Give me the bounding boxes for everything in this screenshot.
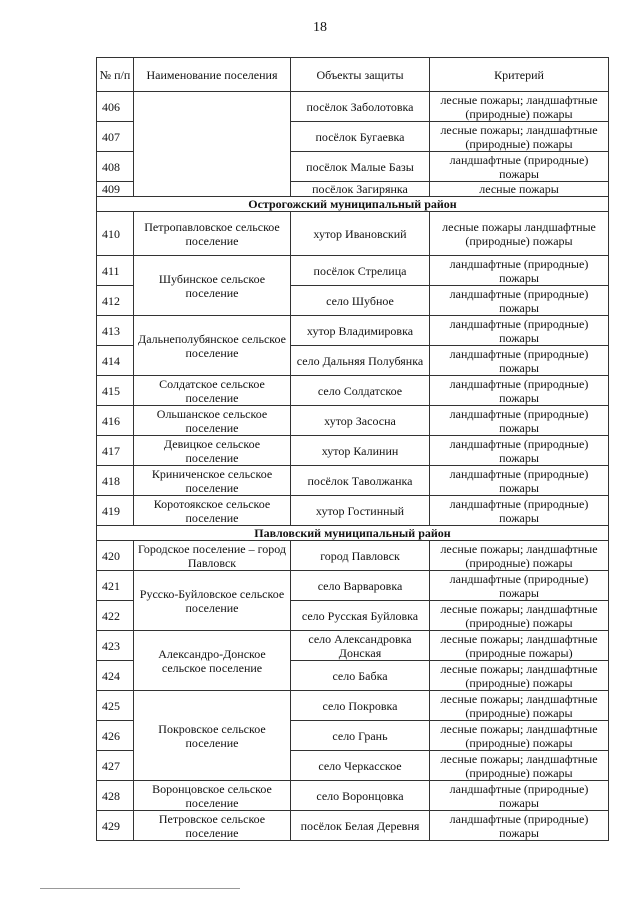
settlement-cell: Коротоякское сельское поселение [134, 496, 291, 526]
row-number: 409 [97, 182, 134, 197]
table-row [97, 376, 609, 406]
object-cell: село Варваровка [291, 571, 430, 601]
settlement-cell: Воронцовское сельское поселение [134, 781, 291, 811]
criterion-cell: ландшафтные (природные) пожары [430, 316, 609, 346]
object-cell: хутор Владимировка [291, 316, 430, 346]
object-cell: посёлок Стрелица [291, 256, 430, 286]
criterion-cell: лесные пожары; ландшафтные (природные) пожары [430, 691, 609, 721]
settlement-cell: Петропавловское сельское поселение [134, 212, 291, 256]
criterion-cell: лесные пожары ландшафтные (природные) пожары [430, 212, 609, 256]
object-cell: посёлок Заболотовка [291, 92, 430, 122]
object-cell: село Черкасское [291, 751, 430, 781]
object-cell: посёлок Бугаевка [291, 122, 430, 152]
object-cell: посёлок Белая Деревня [291, 811, 430, 841]
table-row [97, 571, 609, 601]
table-row [97, 781, 609, 811]
row-number: 413 [97, 316, 134, 346]
row-number: 414 [97, 346, 134, 376]
settlement-cell: Шубинское сельское поселение [134, 256, 291, 316]
criterion-cell: лесные пожары; ландшафтные (природные пожары) [430, 631, 609, 661]
header-objects: Объекты защиты [291, 58, 430, 92]
protection-objects-table [96, 57, 609, 841]
row-number: 419 [97, 496, 134, 526]
object-cell: село Покровка [291, 691, 430, 721]
table-row [97, 92, 609, 122]
settlement-cell: Петровское сельское поселение [134, 811, 291, 841]
criterion-cell: лесные пожары; ландшафтные (природные) пожары [430, 92, 609, 122]
district-heading: Острогожский муниципальный район [97, 197, 609, 212]
criterion-cell: лесные пожары; ландшафтные (природные) пожары [430, 601, 609, 631]
row-number: 420 [97, 541, 134, 571]
object-cell: хутор Калинин [291, 436, 430, 466]
criterion-cell: ландшафтные (природные) пожары [430, 496, 609, 526]
table-row [97, 406, 609, 436]
row-number: 422 [97, 601, 134, 631]
object-cell: хутор Гостинный [291, 496, 430, 526]
settlement-cell: Солдатское сельское поселение [134, 376, 291, 406]
criterion-cell: ландшафтные (природные) пожары [430, 406, 609, 436]
criterion-cell: ландшафтные (природные) пожары [430, 376, 609, 406]
table-row [97, 691, 609, 721]
object-cell: хутор Засосна [291, 406, 430, 436]
object-cell: село Александровка Донская [291, 631, 430, 661]
header-criterion: Критерий [430, 58, 609, 92]
criterion-cell: лесные пожары; ландшафтные (природные) пожары [430, 541, 609, 571]
settlement-cell: Криниченское сельское поселение [134, 466, 291, 496]
row-number: 416 [97, 406, 134, 436]
settlement-cell: Девицкое сельское поселение [134, 436, 291, 466]
row-number: 426 [97, 721, 134, 751]
settlement-cell: Русско-Буйловское сельское поселение [134, 571, 291, 631]
row-number: 417 [97, 436, 134, 466]
criterion-cell: лесные пожары; ландшафтные (природные) пожары [430, 721, 609, 751]
row-number: 424 [97, 661, 134, 691]
header-settlement: Наименование поселения [134, 58, 291, 92]
object-cell: село Бабка [291, 661, 430, 691]
object-cell: село Грань [291, 721, 430, 751]
row-number: 423 [97, 631, 134, 661]
table-row [97, 466, 609, 496]
row-number: 429 [97, 811, 134, 841]
row-number: 410 [97, 212, 134, 256]
criterion-cell: лесные пожары; ландшафтные (природные) пожары [430, 661, 609, 691]
criterion-cell: ландшафтные (природные) пожары [430, 436, 609, 466]
settlement-cell: Городское поселение – город Павловск [134, 541, 291, 571]
row-number: 406 [97, 92, 134, 122]
row-number: 408 [97, 152, 134, 182]
table-row [97, 811, 609, 841]
row-number: 427 [97, 751, 134, 781]
criterion-cell: ландшафтные (природные) пожары [430, 781, 609, 811]
object-cell: посёлок Таволжанка [291, 466, 430, 496]
criterion-cell: ландшафтные (природные) пожары [430, 811, 609, 841]
settlement-cell: Ольшанское сельское поселение [134, 406, 291, 436]
criterion-cell: ландшафтные (природные) пожары [430, 286, 609, 316]
district-row [97, 526, 609, 541]
footer-rule [40, 888, 240, 889]
table-row [97, 316, 609, 346]
settlement-cell: Александро-Донское сельское поселение [134, 631, 291, 691]
table-row [97, 541, 609, 571]
criterion-cell: ландшафтные (природные) пожары [430, 466, 609, 496]
object-cell: хутор Ивановский [291, 212, 430, 256]
criterion-cell: лесные пожары; ландшафтные (природные) пожары [430, 122, 609, 152]
settlement-cell: Покровское сельское поселение [134, 691, 291, 781]
criterion-cell: лесные пожары; ландшафтные (природные) пожары [430, 751, 609, 781]
row-number: 425 [97, 691, 134, 721]
row-number: 407 [97, 122, 134, 152]
object-cell: село Дальняя Полубянка [291, 346, 430, 376]
settlement-cell: Дальнеполубянское сельское поселение [134, 316, 291, 376]
header-num: № п/п [97, 58, 134, 92]
object-cell: город Павловск [291, 541, 430, 571]
table-row [97, 256, 609, 286]
row-number: 421 [97, 571, 134, 601]
object-cell: посёлок Загирянка [291, 182, 430, 197]
criterion-cell: ландшафтные (природные) пожары [430, 346, 609, 376]
table-row [97, 436, 609, 466]
row-number: 415 [97, 376, 134, 406]
object-cell: посёлок Малые Базы [291, 152, 430, 182]
object-cell: село Русская Буйловка [291, 601, 430, 631]
criterion-cell: лесные пожары [430, 182, 609, 197]
criterion-cell: ландшафтные (природные) пожары [430, 152, 609, 182]
table-row [97, 631, 609, 661]
table-row [97, 212, 609, 256]
row-number: 412 [97, 286, 134, 316]
page-number: 18 [313, 20, 327, 35]
criterion-cell: ландшафтные (природные) пожары [430, 256, 609, 286]
settlement-cell-empty [134, 92, 291, 197]
district-heading: Павловский муниципальный район [97, 526, 609, 541]
criterion-cell: ландшафтные (природные) пожары [430, 571, 609, 601]
object-cell: село Воронцовка [291, 781, 430, 811]
object-cell: село Солдатское [291, 376, 430, 406]
row-number: 428 [97, 781, 134, 811]
district-row [97, 197, 609, 212]
object-cell: село Шубное [291, 286, 430, 316]
row-number: 418 [97, 466, 134, 496]
row-number: 411 [97, 256, 134, 286]
table-row [97, 496, 609, 526]
table-header-row [97, 58, 609, 92]
